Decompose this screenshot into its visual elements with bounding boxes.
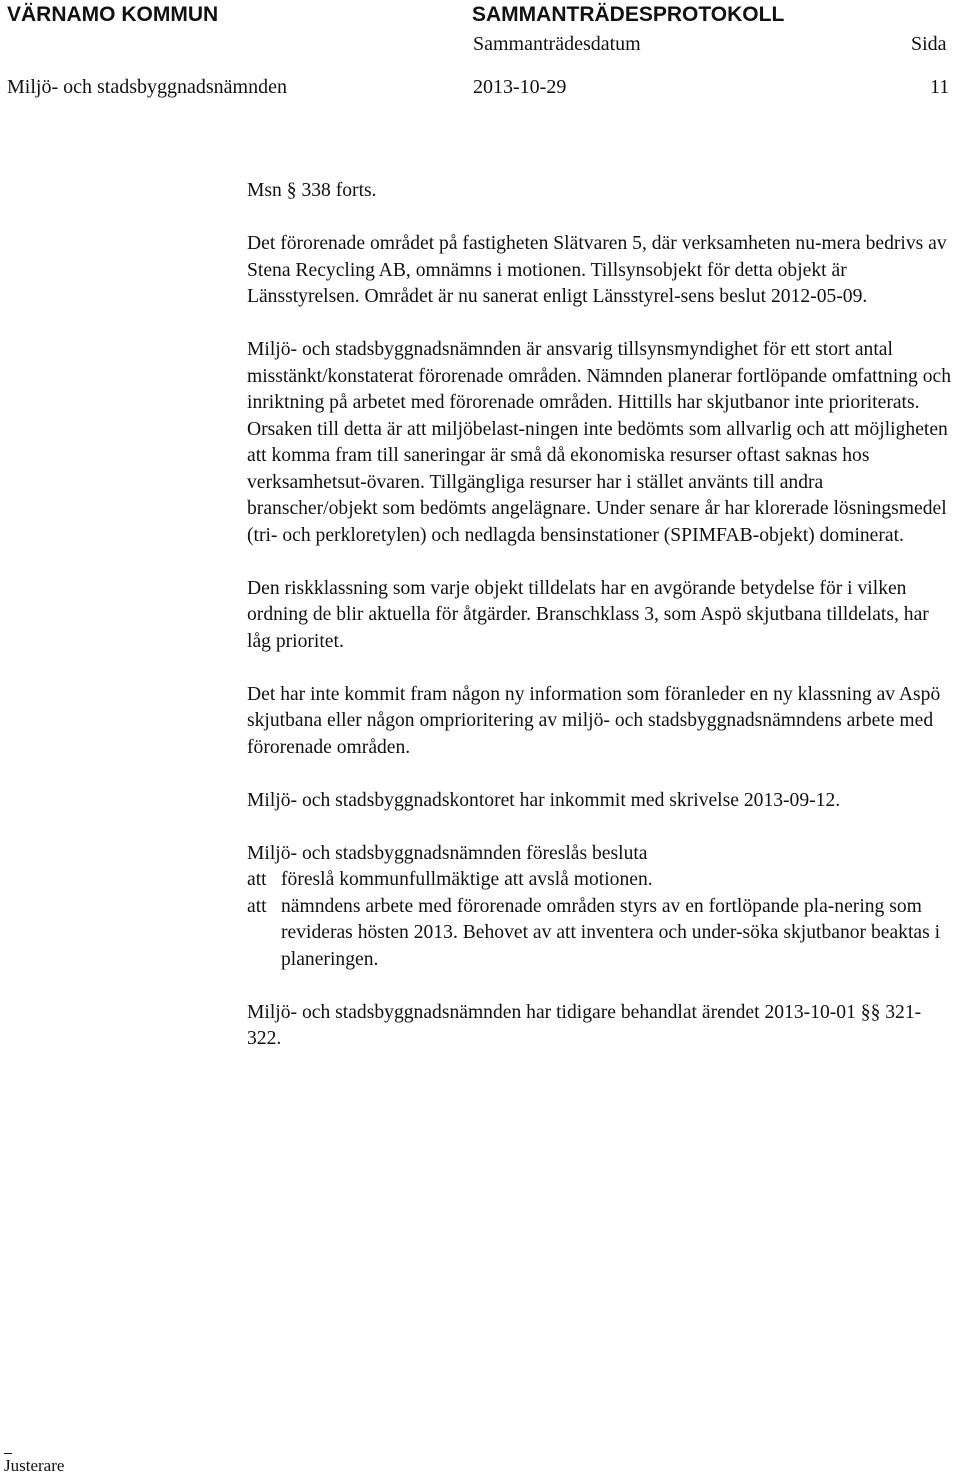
- proposal-item: [247, 894, 952, 974]
- proposal-item: [247, 867, 952, 894]
- section-reference: Msn § 338 forts.: [247, 180, 377, 201]
- document-type: SAMMANTRÄDESPROTOKOLL: [472, 3, 785, 26]
- meeting-date-label: Sammanträdesdatum: [473, 33, 641, 55]
- footer-divider: [4, 1453, 12, 1454]
- paragraph: Miljö- och stadsbyggnadsnämnden är ansvarig tillsynsmyndighet för ett stort antal misstänkt/konstaterat förorenade områden. Nämnden planerar fortlöpande omfattning och inriktning på arbetet med förorenade områden. Hittills har skjutbanor inte prioriterats. Orsaken till detta är att miljöbelast-ningen inte bedömts som allvarlig och att möjligheten att komma fram till saneringar är små då ekonomiska resurser oftast saknas hos verksamhetsut-övaren. Tillgängliga resurser har i stället använts till andra branscher/objekt som bedömts angelägnare. Under senare år har klorerade lösningsmedel (tri- och perkloretylen) och nedlagda bensinstationer (SPIMFAB-objekt) dominerat.: [247, 339, 952, 546]
- paragraph: Miljö- och stadsbyggnadskontoret har inkommit med skrivelse 2013-09-12.: [247, 789, 841, 811]
- proposal-text: nämndens arbete med förorenade områden styrs av en fortlöpande pla-nering som revideras hösten 2013. Behovet av att inventera och under-söka skjutbanor beaktas i planeringen.: [281, 895, 941, 970]
- att-prefix: att: [247, 895, 267, 917]
- protocol-body: [247, 178, 952, 1053]
- municipality-name: VÄRNAMO KOMMUN: [7, 3, 219, 26]
- page-number: 11: [930, 76, 950, 98]
- committee-name: Miljö- och stadsbyggnadsnämnden: [7, 76, 287, 98]
- closing-paragraph: Miljö- och stadsbyggnadsnämnden har tidigare behandlat ärendet 2013-10-01 §§ 321-322.: [247, 1001, 922, 1049]
- proposal-text: föreslå kommunfullmäktige att avslå motionen.: [281, 869, 653, 890]
- paragraph: Det har inte kommit fram någon ny information som föranleder en ny klassning av Aspö skjutbana eller någon omprioritering av miljö- och stadsbyggnadsnämndens arbete med förorenade områden.: [247, 683, 941, 758]
- meeting-date: 2013-10-29: [473, 76, 567, 98]
- paragraph: Den riskklassning som varje objekt tilldelats har en avgörande betydelse för i vilken ordning de blir aktuella för åtgärder. Branschklass 3, som Aspö skjutbana tilldelats, har låg prioritet.: [247, 577, 929, 652]
- att-prefix: att: [247, 869, 267, 890]
- paragraph: Det förorenade området på fastigheten Slätvaren 5, där verksamheten nu-mera bedrivs av Stena Recycling AB, omnämns i motionen. Tillsynsobjekt för detta objekt är Länsstyrelsen. Området är nu sanerat enligt Länsstyrel-sens beslut 2012-05-09.: [247, 233, 947, 307]
- justerare-label: Justerare: [4, 1456, 65, 1475]
- page-label: Sida: [911, 33, 947, 55]
- proposal-intro: Miljö- och stadsbyggnadsnämnden föreslås besluta: [247, 842, 648, 864]
